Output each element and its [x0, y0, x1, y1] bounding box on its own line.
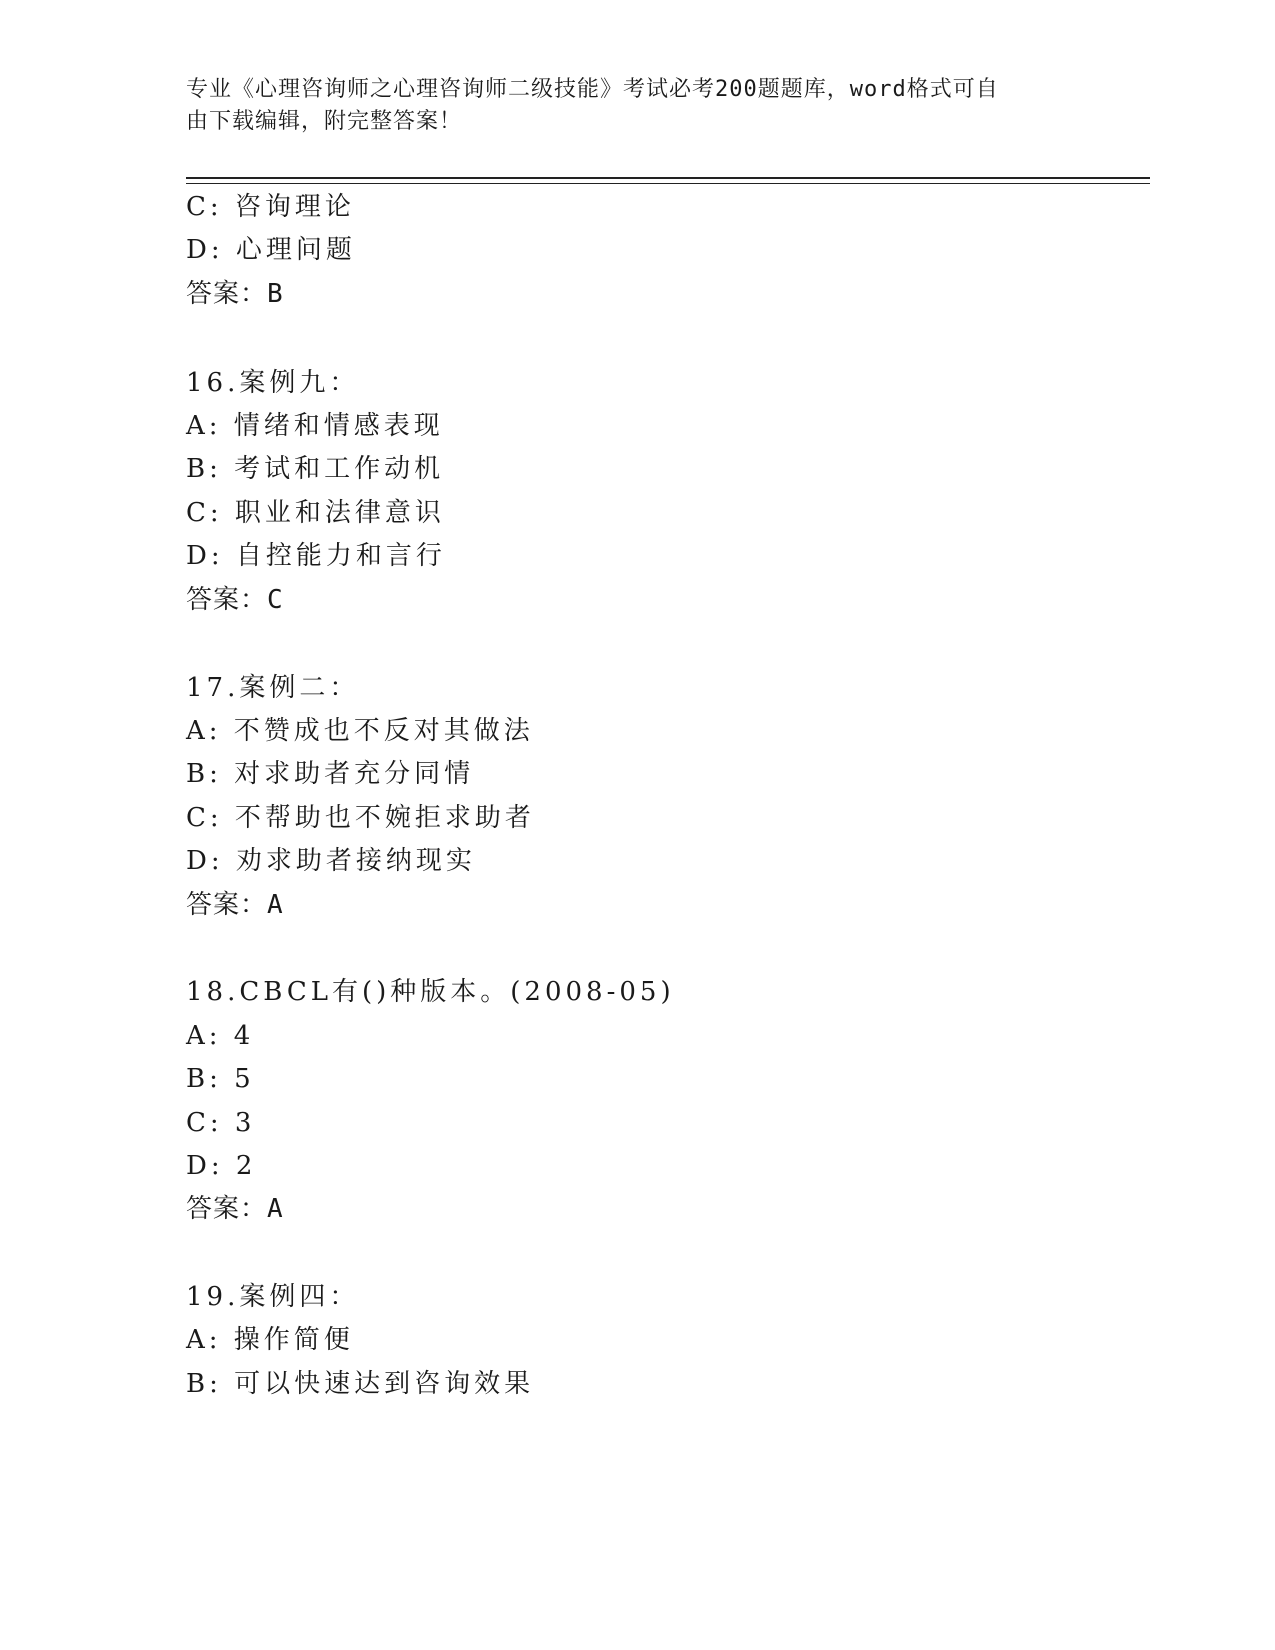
q16-option-a: A: 情绪和情感表现 — [186, 411, 444, 441]
q17-option-a: A: 不赞成也不反对其做法 — [186, 716, 534, 746]
q18-option-c: C: 3 — [186, 1108, 256, 1138]
q16-option-b: B: 考试和工作动机 — [186, 454, 445, 484]
header-line-2: 由下载编辑，附完整答案！ — [186, 109, 463, 134]
q15-option-d: D: 心理问题 — [186, 235, 356, 265]
q19-option-a: A: 操作简便 — [186, 1325, 354, 1355]
q15-option-c: C: 咨询理论 — [186, 192, 355, 222]
header-divider-thick — [186, 177, 1150, 179]
q16-option-d: D: 自控能力和言行 — [186, 541, 446, 571]
q17-option-b: B: 对求助者充分同情 — [186, 759, 475, 789]
q18-option-b: B: 5 — [186, 1064, 255, 1094]
q17-option-c: C: 不帮助也不婉拒求助者 — [186, 803, 535, 833]
q17-stem: 17.案例二： — [186, 673, 360, 703]
header-line-1: 专业《心理咨询师之心理咨询师二级技能》考试必考200题题库，word格式可自 — [186, 77, 999, 102]
q17-answer: 答案：A — [186, 890, 284, 920]
q16-answer: 答案：C — [186, 585, 284, 615]
q19-option-b: B: 可以快速达到咨询效果 — [186, 1369, 535, 1399]
q16-option-c: C: 职业和法律意识 — [186, 498, 445, 528]
q18-option-a: A: 4 — [186, 1021, 255, 1051]
header-divider-thin — [186, 183, 1150, 184]
q18-option-d: D: 2 — [186, 1151, 257, 1181]
document-header — [186, 74, 1066, 138]
q19-stem: 19.案例四： — [186, 1282, 360, 1312]
q18-answer: 答案：A — [186, 1194, 284, 1224]
q18-stem: 18.CBCL有()种版本。(2008-05) — [186, 977, 675, 1007]
q15-answer: 答案：B — [186, 279, 284, 309]
q16-stem: 16.案例九： — [186, 368, 360, 398]
q17-option-d: D: 劝求助者接纳现实 — [186, 846, 476, 876]
